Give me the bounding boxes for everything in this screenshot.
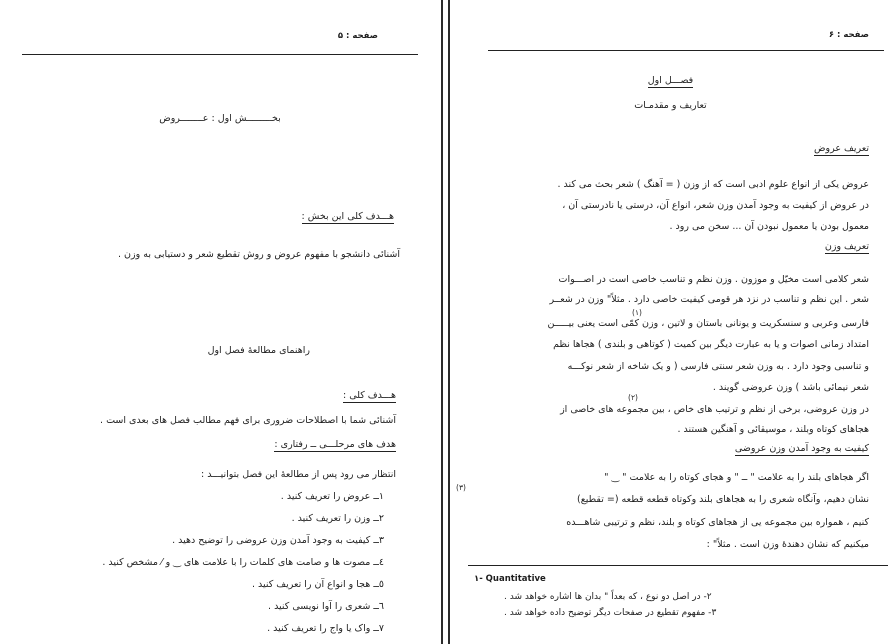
paragraph-line: فارسی وعربی و سنسکریت و یونانی باستان و لاتین ، وزن کمّی است یعنی بیـــــن (547, 318, 869, 329)
paragraph-line: عروض یکی از انواع علوم ادبی است که از وزن ( = آهنگ ) شعر بحث می کند . (557, 179, 869, 190)
footnote-1: ۱- Quantitative (474, 574, 546, 584)
objective-item: ۳ــ کیفیت به وجود آمدن وزن عروضی را توضیح دهید . (172, 535, 384, 546)
footnote-marker: (٢) (628, 393, 638, 402)
footnote-2: ۲- در اصل دو نوع ، که بعداً " بدان ها اشاره خواهد شد . (504, 592, 712, 602)
goal-heading: هـــدف کلی این بخش : (301, 211, 394, 222)
objective-item: ۱ــ عروض را تعریف کنید . (280, 491, 384, 502)
paragraph-line: میکنیم که نشان دهندهٔ وزن است . مثلاً" : (706, 539, 869, 550)
page-number-header: صفحه : ۵ (337, 31, 378, 41)
paragraph-line: شعر نیمائی باشد ) وزن عروضی گویند . (712, 382, 869, 393)
paragraph-line: در وزن عروضی، برخی از نظم و ترتیب های خاص ، بین مجموعه های خاصی از (560, 404, 869, 415)
paragraph-line: نشان دهیم، وآنگاه شعری را به هجاهای بلند وکوتاه قطعه قطعه (= تقطیع) (576, 494, 869, 505)
paragraph-line: هجاهای کوتاه وبلند ، موسیقائی و آهنگین هستند . (677, 424, 869, 435)
book-spine (441, 0, 451, 644)
study-guide-heading: راهنمای مطالعهٔ فصل اول (207, 345, 310, 356)
left-page (0, 0, 440, 644)
goal-text: آشنائی دانشجو با مفهوم عروض و روش تقطیع شعر و دستیابی به وزن . (118, 249, 400, 260)
footnote-3: ۳- مفهوم تقطیع در صفحات دیگر توضیح داده خواهد شد . (504, 608, 717, 618)
paragraph-line: امتداد زمانی اصوات و یا به عبارت دیگر بین کمیت ( کوتاهی و بلندی ) هجاها نظم (553, 339, 869, 350)
paragraph-line: شعر . این نظم و تناسب در نزد هر قومی کیفیت خاصی دارد . مثلاً" وزن در شعــر (549, 294, 869, 305)
general-goal-text: آشنائی شما با اصطلاحات ضروری برای فهم مطالب فصل های بعدی است . (100, 415, 396, 426)
meter-origin-heading: کیفیت به وجود آمدن وزن عروضی (734, 443, 869, 454)
footnote-marker: (٣) (456, 483, 466, 492)
chapter-subtitle: تعاریف و مقدمـات (634, 100, 707, 111)
header-rule (22, 54, 418, 55)
paragraph-line: و تناسبی وجود دارد . به وزن شعر سنتی فارسی ( و یک شاخه از شعر نوکـــه (567, 361, 869, 372)
footnote-marker: (١) (632, 308, 642, 317)
page-number-header: صفحه : ۶ (828, 30, 869, 40)
aruz-definition-heading: تعریف عروض (814, 143, 869, 154)
objective-item: ٧ــ واک یا واج را تعریف کنید . (267, 623, 384, 634)
objective-item: ۲ــ وزن را تعریف کنید . (291, 513, 384, 524)
right-page (452, 0, 889, 644)
staged-goals-heading: هدف های مرحلـــی ــ رفتاری : (274, 439, 396, 450)
paragraph-line: اگر هجاهای بلند را به علامت " ــ " و هجای کوتاه را به علامت " ‿ " (604, 472, 869, 483)
paragraph-line: کنیم ، همواره بین مجموعه یی از هجاهای کوتاه و بلند، نظم و ترتیبی شاهـــده (566, 517, 869, 528)
objective-item: ٥ــ هجا و انواع آن را تعریف کنید . (251, 579, 384, 590)
expectation-text: انتظار می رود پس از مطالعهٔ این فصل بتوانیـــد : (201, 469, 396, 480)
footnote-rule (468, 565, 888, 566)
chapter-title: فصـــل اول (647, 75, 694, 86)
paragraph-line: شعر کلامی است مخیّل و موزون . وزن نظم و تناسب خاصی است در اصـــوات (558, 274, 869, 285)
meter-definition-heading: تعریف وزن (824, 241, 869, 252)
section-title: بخـــــــــش اول : عــــــــروض (159, 113, 281, 124)
objective-item: ٤ــ مصوت ها و صامت های کلمات را با علامت های ‿ و ⁄ مشخص کنید . (102, 557, 384, 568)
paragraph-line: در عروض از کیفیت به وجود آمدن وزن شعر، انواع آن، درستی یا نادرستی آن ، (562, 200, 869, 211)
general-goal-heading: هـــدف کلی : (342, 390, 396, 401)
objective-item: ٦ــ شعری را آوا نویسی کنید . (268, 601, 384, 612)
header-rule (488, 50, 884, 51)
paragraph-line: معمول بودن یا معمول نبودن آن ... سخن می رود . (669, 221, 869, 232)
